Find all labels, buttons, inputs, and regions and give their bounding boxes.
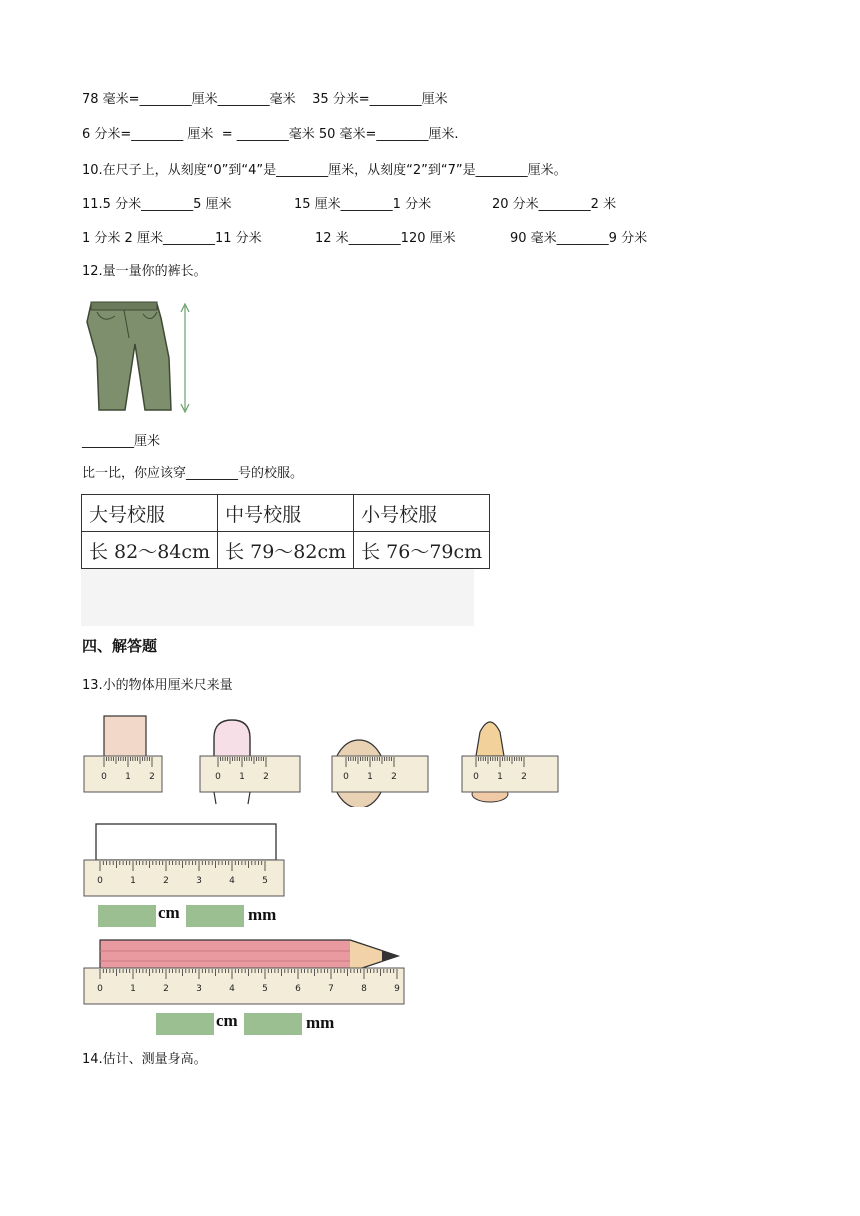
ruler-9cm-tick-label: 7 xyxy=(328,984,334,994)
small-objects-figure xyxy=(82,712,562,807)
ruler-5cm-tick-label: 0 xyxy=(97,876,103,886)
ruler-9cm-tick-label: 0 xyxy=(97,984,103,994)
answer-box-cm-2[interactable] xyxy=(156,1013,214,1035)
ruler-4-tick-label: 2 xyxy=(521,772,527,782)
unit-cm-2: cm xyxy=(216,1011,238,1030)
question-12: 12.量一量你的裤长。 xyxy=(82,264,207,279)
block-ruler-figure xyxy=(82,820,292,900)
ruler-3-tick-label: 2 xyxy=(391,772,397,782)
ruler-2-tick-label: 1 xyxy=(239,772,245,782)
answer-box-cm-1[interactable] xyxy=(98,905,156,927)
question-11-d: 1 分米 2 厘米________11 分米 xyxy=(82,231,262,246)
table-cell-large: 长 82～84cm xyxy=(82,532,218,569)
ruler-1-tick-label: 1 xyxy=(125,772,131,782)
size-table xyxy=(81,494,490,569)
ruler-9cm-tick-label: 1 xyxy=(130,984,136,994)
answer-box-mm-1[interactable] xyxy=(186,905,244,927)
ruler-2-tick-label: 0 xyxy=(215,772,221,782)
ruler-9cm-tick-label: 4 xyxy=(229,984,235,994)
ruler-3-tick-label: 0 xyxy=(343,772,349,782)
question-12-compare: 比一比，你应该穿________号的校服。 xyxy=(82,466,304,481)
question-10: 10.在尺子上，从刻度“0”到“4”是________厘米，从刻度“2”到“7”是________厘米。 xyxy=(82,163,567,178)
pencil-ruler-figure xyxy=(82,934,412,1008)
table-header-small: 小号校服 xyxy=(354,495,490,532)
cone-object xyxy=(476,722,504,756)
unit-mm-1: mm xyxy=(248,905,277,924)
ruler-2-tick-label: 2 xyxy=(263,772,269,782)
conversion-line-1: 78 毫米=________厘米________毫米 35 分米=________厘米 xyxy=(82,92,448,107)
table-header-large: 大号校服 xyxy=(82,495,218,532)
question-11-c: 20 分米________2 米 xyxy=(492,197,617,212)
conversion-line-2: 6 分米=________ 厘米 = ________毫米 50 毫米=________厘米. xyxy=(82,127,459,142)
question-13: 13.小的物体用厘米尺来量 xyxy=(82,678,233,693)
ruler-9cm-tick-label: 2 xyxy=(163,984,169,994)
ruler-5cm-tick-label: 1 xyxy=(130,876,136,886)
ruler-4-tick-label: 0 xyxy=(473,772,479,782)
table-cell-medium: 长 79～82cm xyxy=(218,532,354,569)
question-14: 14.估计、测量身高。 xyxy=(82,1052,207,1067)
ruler-9cm-tick-label: 5 xyxy=(262,984,268,994)
ruler-5cm-tick-label: 4 xyxy=(229,876,235,886)
ruler-9cm-tick-label: 3 xyxy=(196,984,202,994)
ruler-5cm-tick-label: 2 xyxy=(163,876,169,886)
answer-box-mm-2[interactable] xyxy=(244,1013,302,1035)
question-11-b: 15 厘米________1 分米 xyxy=(294,197,432,212)
table-cell-small: 长 76～79cm xyxy=(354,532,490,569)
ruler-9cm-tick-label: 6 xyxy=(295,984,301,994)
table-header-medium: 中号校服 xyxy=(218,495,354,532)
question-11-e: 12 米________120 厘米 xyxy=(315,231,456,246)
block-object xyxy=(96,824,276,860)
ruler-4-tick-label: 1 xyxy=(497,772,503,782)
ruler-3-tick-label: 1 xyxy=(367,772,373,782)
pants-figure xyxy=(81,298,193,416)
unit-cm-1: cm xyxy=(158,903,180,922)
question-11-f: 90 毫米________9 分米 xyxy=(510,231,648,246)
arch-object xyxy=(214,720,250,756)
ruler-9cm-tick-label: 9 xyxy=(394,984,400,994)
ruler-1-tick-label: 0 xyxy=(101,772,107,782)
section-title: 四、解答题 xyxy=(82,637,158,655)
ruler-5cm xyxy=(84,860,284,896)
ruler-1-tick-label: 2 xyxy=(149,772,155,782)
size-table-panel xyxy=(81,494,483,626)
ruler-9cm-tick-label: 8 xyxy=(361,984,367,994)
unit-mm-2: mm xyxy=(306,1013,335,1032)
question-11-a: 11.5 分米________5 厘米 xyxy=(82,197,232,212)
ruler-5cm-tick-label: 5 xyxy=(262,876,268,886)
pants-length-answer: ________厘米 xyxy=(82,434,161,449)
cube-object xyxy=(104,716,146,758)
ruler-5cm-tick-label: 3 xyxy=(196,876,202,886)
